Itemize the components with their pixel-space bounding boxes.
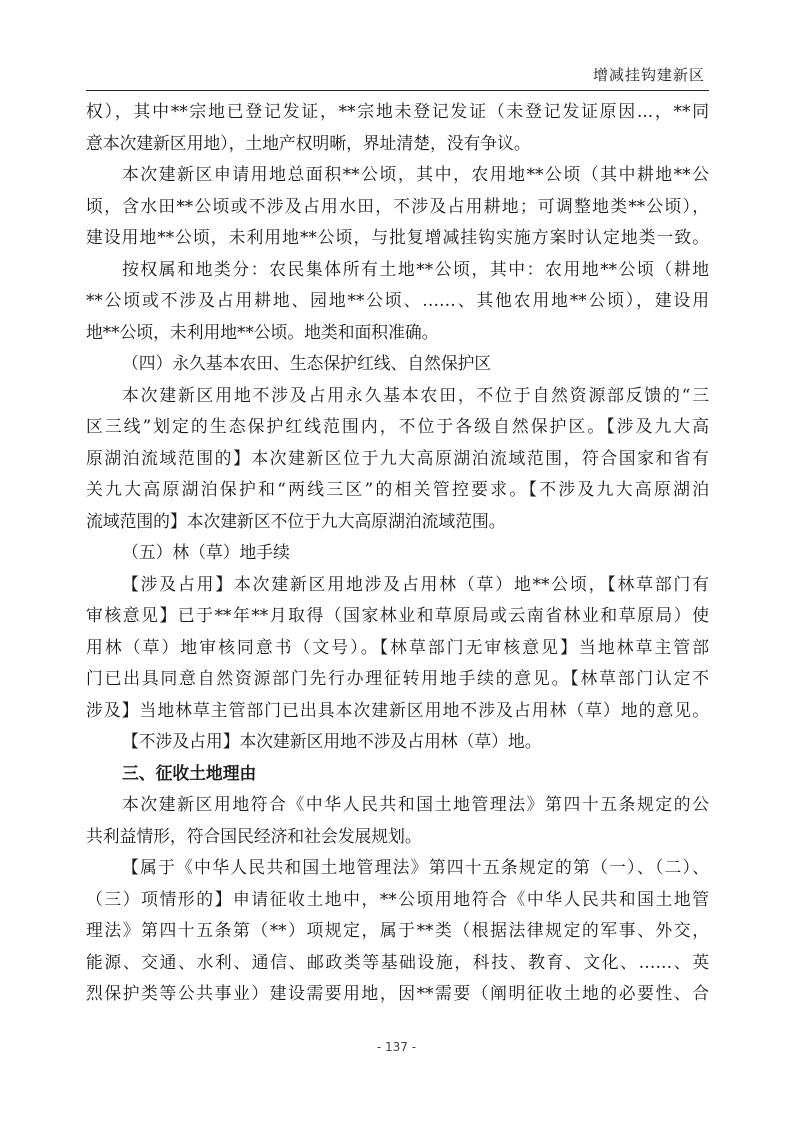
text-line: 顷，含水田**公顷或不涉及占用水田，不涉及占用耕地；可调整地类**公顷）， bbox=[86, 195, 709, 216]
text-line: 本次建新区用地符合《中华人民共和国土地管理法》第四十五条规定的公 bbox=[122, 794, 709, 814]
section-heading: （四）永久基本农田、生态保护红线、自然保护区 bbox=[122, 353, 492, 373]
body-text bbox=[86, 96, 709, 1010]
section-heading: （五）林（草）地手续 bbox=[122, 542, 290, 562]
text-line: **公顷或不涉及占用耕地、园地**公顷、……、其他农用地**公顷），建设用 bbox=[86, 290, 709, 310]
text-line: （三）项情形的】申请征收土地中，**公顷用地符合《中华人民共和国土地管 bbox=[86, 888, 709, 909]
text-line: 按权属和地类分：农民集体所有土地**公顷，其中：农用地**公顷（耕地 bbox=[122, 258, 709, 279]
text-line: 用林（草）地审核同意书（文号）。【林草部门无审核意见】当地林草主管部 bbox=[86, 636, 709, 657]
text-line: 原湖泊流域范围的】本次建新区位于九大高原湖泊流域范围，符合国家和省有 bbox=[86, 447, 709, 468]
text-line: 共利益情形，符合国民经济和社会发展规划。 bbox=[86, 825, 422, 846]
text-line: 【不涉及占用】本次建新区用地不涉及占用林（草）地。 bbox=[122, 731, 542, 751]
text-line: 权），其中**宗地已登记发证，**宗地未登记发证（未登记发证原因...，**同 bbox=[86, 101, 709, 121]
chapter-heading: 三、征收土地理由 bbox=[122, 762, 257, 783]
page-number: - 137 - bbox=[376, 1040, 417, 1054]
text-line: 涉及】当地林草主管部门已出具本次建新区用地不涉及占用林（草）地的意见。 bbox=[86, 699, 709, 720]
text-line: 关九大高原湖泊保护和“两线三区”的相关管控要求。【不涉及九大高原湖泊 bbox=[86, 479, 709, 499]
text-line: 审核意见】已于**年**月取得（国家林业和草原局或云南省林业和草原局）使 bbox=[86, 605, 709, 625]
running-header-title: 增减挂钩建新区 bbox=[592, 66, 705, 84]
text-line: 建设用地**公顷，未利用地**公顷，与批复增减挂钩实施方案时认定地类一致。 bbox=[86, 227, 709, 247]
text-line: 本次建新区申请用地总面积**公顷，其中，农用地**公顷（其中耕地**公 bbox=[122, 164, 709, 184]
text-line: 【涉及占用】本次建新区用地涉及占用林（草）地**公顷，【林草部门有 bbox=[122, 573, 709, 594]
text-line: 烈保护类等公共事业）建设需要用地，因**需要（阐明征收土地的必要性、合 bbox=[86, 983, 709, 1003]
text-line: 理法》第四十五条第（**）项规定，属于**类（根据法律规定的军事、外交， bbox=[86, 920, 709, 940]
text-line: 本次建新区用地不涉及占用永久基本农田，不位于自然资源部反馈的“三 bbox=[122, 384, 709, 405]
text-line: 区三线”划定的生态保护红线范围内，不位于各级自然保护区。【涉及九大高 bbox=[86, 416, 709, 436]
text-line: 【属于《中华人民共和国土地管理法》第四十五条规定的第（一）、（二）、 bbox=[122, 857, 709, 877]
text-line: 能源、交通、水利、通信、邮政类等基础设施，科技、教育、文化、……、英 bbox=[86, 951, 709, 972]
text-line: 地**公顷，未利用地**公顷。地类和面积准确。 bbox=[86, 321, 439, 342]
text-line: 意本次建新区用地），土地产权明晰，界址清楚，没有争议。 bbox=[86, 132, 531, 153]
text-line: 门已出具同意自然资源部门先行办理征转用地手续的意见。【林草部门认定不 bbox=[86, 668, 709, 688]
text-line: 流域范围的】本次建新区不位于九大高原湖泊流域范围。 bbox=[86, 510, 506, 531]
running-header bbox=[86, 62, 709, 91]
